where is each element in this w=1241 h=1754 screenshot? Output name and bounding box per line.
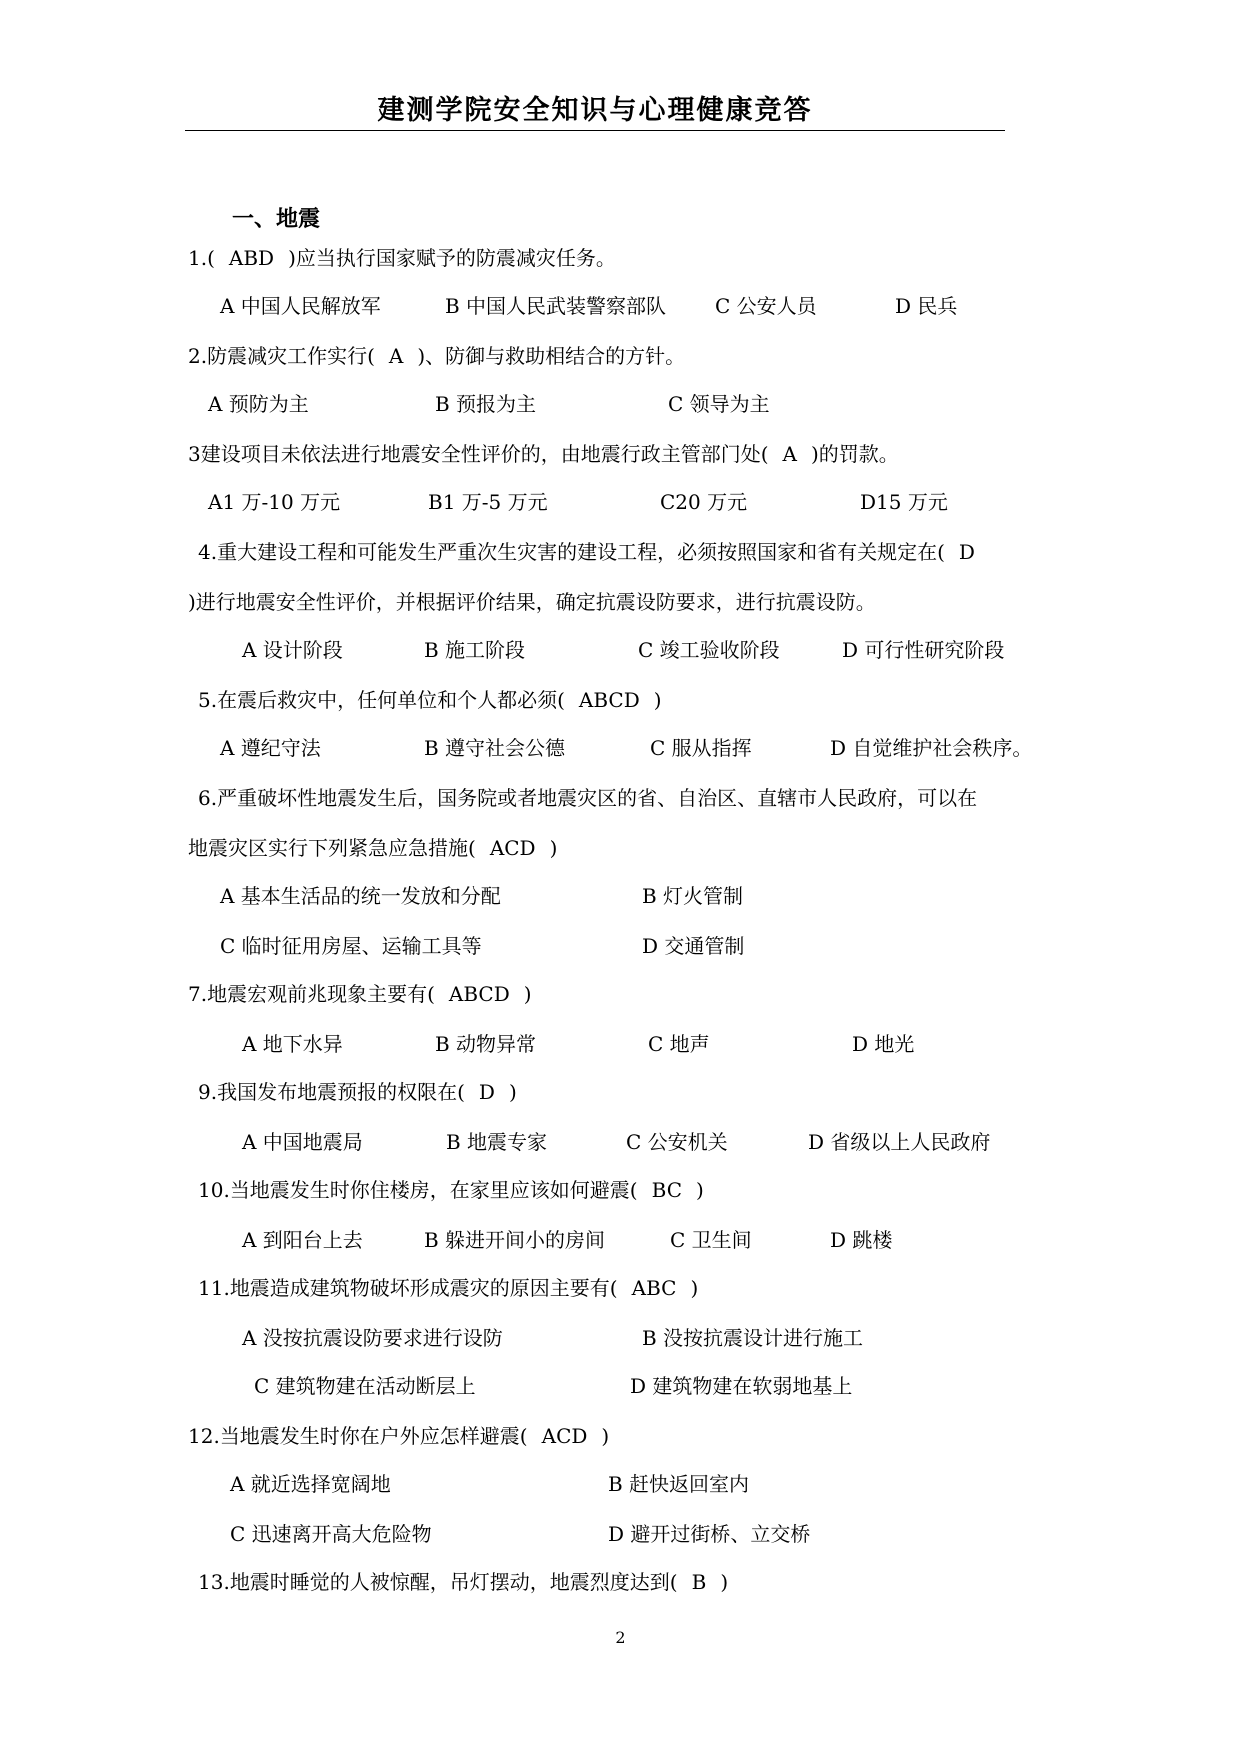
- option: B 施工阶段: [424, 638, 526, 662]
- question-1: 1.( ABD )应当执行国家赋予的防震减灾任务。: [188, 246, 616, 270]
- option: D 交通管制: [642, 934, 745, 958]
- option: D 避开过街桥、立交桥: [608, 1522, 811, 1546]
- question-13: 13.地震时睡觉的人被惊醒，吊灯摆动，地震烈度达到( B ): [198, 1570, 729, 1594]
- option: B 躲进开间小的房间: [424, 1228, 606, 1252]
- option: B1 万-5 万元: [428, 490, 548, 514]
- answer: ABD: [228, 246, 275, 270]
- option: B 地震专家: [446, 1130, 548, 1154]
- question-9: 9.我国发布地震预报的权限在( D ): [198, 1080, 517, 1104]
- answer: ABC: [631, 1276, 677, 1300]
- question-4-continued: )进行地震安全性评价，并根据评价结果，确定抗震设防要求，进行抗震设防。: [188, 590, 876, 614]
- page-number: 2: [615, 1628, 626, 1647]
- option: B 没按抗震设计进行施工: [642, 1326, 864, 1350]
- option: B 灯火管制: [642, 884, 744, 908]
- option: D 跳楼: [830, 1228, 893, 1252]
- option: A 设计阶段: [242, 638, 343, 662]
- option: A 地下水异: [242, 1032, 343, 1056]
- document-title: 建测学院安全知识与心理健康竞答: [377, 95, 813, 126]
- question-12: 12.当地震发生时你在户外应怎样避震( ACD ): [188, 1424, 610, 1448]
- option: D 地光: [852, 1032, 915, 1056]
- answer: BC: [651, 1178, 682, 1202]
- answer: ACD: [489, 836, 536, 860]
- option: B 赶快返回室内: [608, 1472, 750, 1496]
- answer: A: [782, 442, 797, 466]
- option: A 没按抗震设防要求进行设防: [242, 1326, 503, 1350]
- option: D 可行性研究阶段: [842, 638, 1005, 662]
- option: B 预报为主: [435, 392, 537, 416]
- option: A 中国人民解放军: [220, 294, 381, 318]
- question-4: 4.重大建设工程和可能发生严重次生灾害的建设工程，必须按照国家和省有关规定在( D: [198, 540, 975, 564]
- answer: B: [691, 1570, 707, 1594]
- question-7: 7.地震宏观前兆现象主要有( ABCD ): [188, 982, 532, 1006]
- answer: ACD: [541, 1424, 588, 1448]
- option: C20 万元: [660, 490, 748, 514]
- answer: D: [958, 540, 975, 564]
- option: D 民兵: [895, 294, 958, 318]
- option: C 服从指挥: [650, 736, 752, 760]
- option: C 公安人员: [715, 294, 817, 318]
- option: D15 万元: [860, 490, 948, 514]
- option: A 遵纪守法: [220, 736, 321, 760]
- title-underline: [185, 130, 1005, 131]
- option: C 建筑物建在活动断层上: [254, 1374, 476, 1398]
- option: C 临时征用房屋、运输工具等: [220, 934, 482, 958]
- option: C 卫生间: [670, 1228, 752, 1252]
- answer: A: [388, 344, 404, 368]
- option: C 地声: [648, 1032, 710, 1056]
- answer: ABCD: [448, 982, 510, 1006]
- option: B 中国人民武装警察部队: [445, 294, 667, 318]
- question-5: 5.在震后救灾中，任何单位和个人都必须( ABCD ): [198, 688, 662, 712]
- option: C 领导为主: [668, 392, 770, 416]
- option: A 预防为主: [208, 392, 309, 416]
- section-heading: 一、地震: [232, 207, 321, 232]
- option: C 迅速离开高大危险物: [230, 1522, 432, 1546]
- question-6-continued: 地震灾区实行下列紧急应急措施( ACD ): [188, 836, 558, 860]
- option: A 中国地震局: [242, 1130, 363, 1154]
- option: B 遵守社会公德: [424, 736, 566, 760]
- question-11: 11.地震造成建筑物破坏形成震灾的原因主要有( ABC ): [198, 1276, 699, 1300]
- option: A 就近选择宽阔地: [230, 1472, 391, 1496]
- option: A1 万-10 万元: [208, 490, 341, 514]
- question-3: 3建设项目未依法进行地震安全性评价的，由地震行政主管部门处( A )的罚款。: [188, 442, 899, 466]
- option: A 到阳台上去: [242, 1228, 363, 1252]
- option: D 建筑物建在软弱地基上: [630, 1374, 853, 1398]
- option: B 动物异常: [435, 1032, 537, 1056]
- option: D 自觉维护社会秩序。: [830, 736, 1033, 760]
- question-10: 10.当地震发生时你住楼房，在家里应该如何避震( BC ): [198, 1178, 704, 1202]
- option: D 省级以上人民政府: [808, 1130, 991, 1154]
- question-6: 6.严重破坏性地震发生后，国务院或者地震灾区的省、自治区、直辖市人民政府，可以在: [198, 786, 978, 810]
- option: C 公安机关: [626, 1130, 728, 1154]
- answer: ABCD: [578, 688, 640, 712]
- option: A 基本生活品的统一发放和分配: [220, 884, 501, 908]
- answer: D: [478, 1080, 495, 1104]
- question-2: 2.防震减灾工作实行( A )、防御与救助相结合的方针。: [188, 344, 686, 368]
- option: C 竣工验收阶段: [638, 638, 780, 662]
